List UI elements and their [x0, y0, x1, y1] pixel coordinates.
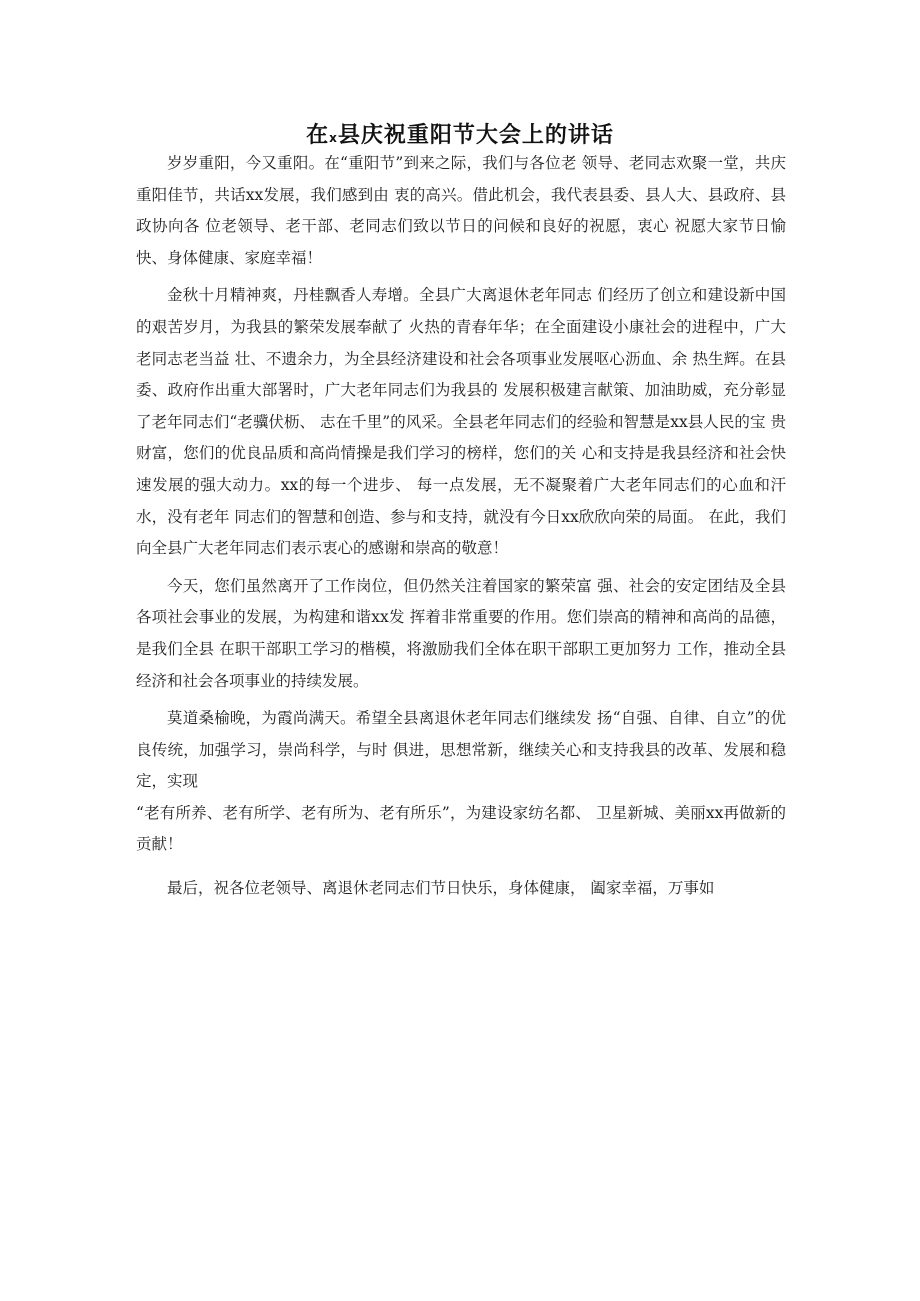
paragraph-hopes-continued: “老有所养、老有所学、老有所为、老有所乐”，为建设家纺名都、 卫星新城、美丽xx再做新的贡献！ [136, 803, 786, 854]
paragraph-hopes: 莫道桑榆晚，为霞尚满天。希望全县离退休老年同志们继续发 扬“自强、自律、自立”的优良传统，加强学习，崇尚科学，与时 俱进，思想常新，继续关心和支持我县的改革、发展和稳定，实现 [136, 709, 786, 791]
title-prefix: 在 [306, 123, 330, 148]
paragraph-contributions: 金秋十月精神爽，丹桂飘香人寿增。全县广大离退休老年同志 们经历了创立和建设新中国的艰苦岁月，为我县的繁荣发展奉献了 火热的青春年华；在全面建设小康社会的进程中，广大老同志老当益 壮、不遗余力，为全县经济建设和社会各项事业发展呕心沥血、余 热生辉。在县委、政府作出重大部署时，广大老年同志们为我县的 发展积极建言献策、加油助威，充分彰显了老年同志们“老骥伏枥、 志在千里”的风采。全县老年同志们的经验和智慧是xx县人民的宝 贵财富，您们的优良品质和高尚情操是我们学习的榜样，您们的关 心和支持是我县经济和社会快速发展的强大动力。xx的每一个进步、 每一点发展，无不凝聚着广大老年同志们的心血和汗水，没有老年 同志们的智慧和创造、参与和支持，就没有今日xx欣欣向荣的局面。 在此，我们向全县广大老年同志们表示衷心的感谢和崇高的敬意！ [136, 286, 786, 558]
paragraph-closing: 最后，祝各位老领导、离退休老同志们节日快乐，身体健康， 阖家幸福，万事如 [167, 879, 715, 898]
paragraph-role-models: 今天，您们虽然离开了工作岗位，但仍然关注着国家的繁荣富 强、社会的安定团结及全县各项社会事业的发展，为构建和谐xx发 挥着非常重要的作用。您们崇高的精神和高尚的品德，是我们全县 在职干部职工学习的楷模，将激励我们全体在职干部职工更加努力 工作，推动全县经济和社会各项事业的持续发展。 [136, 576, 786, 690]
document-title [0, 118, 920, 149]
document-body [136, 148, 786, 905]
title-county-mark: x [329, 131, 338, 145]
title-rest: 县庆祝重阳节大会上的讲话 [337, 123, 614, 148]
paragraph-greeting: 岁岁重阳，今又重阳。在“重阳节”到来之际，我们与各位老 领导、老同志欢聚一堂，共庆重阳佳节，共话xx发展，我们感到由 衷的高兴。借此机会，我代表县委、县人大、县政府、县政协向各 位老领导、老干部、老同志们致以节日的问候和良好的祝愿，衷心 祝愿大家节日愉快、身体健康、家庭幸福！ [136, 154, 786, 267]
